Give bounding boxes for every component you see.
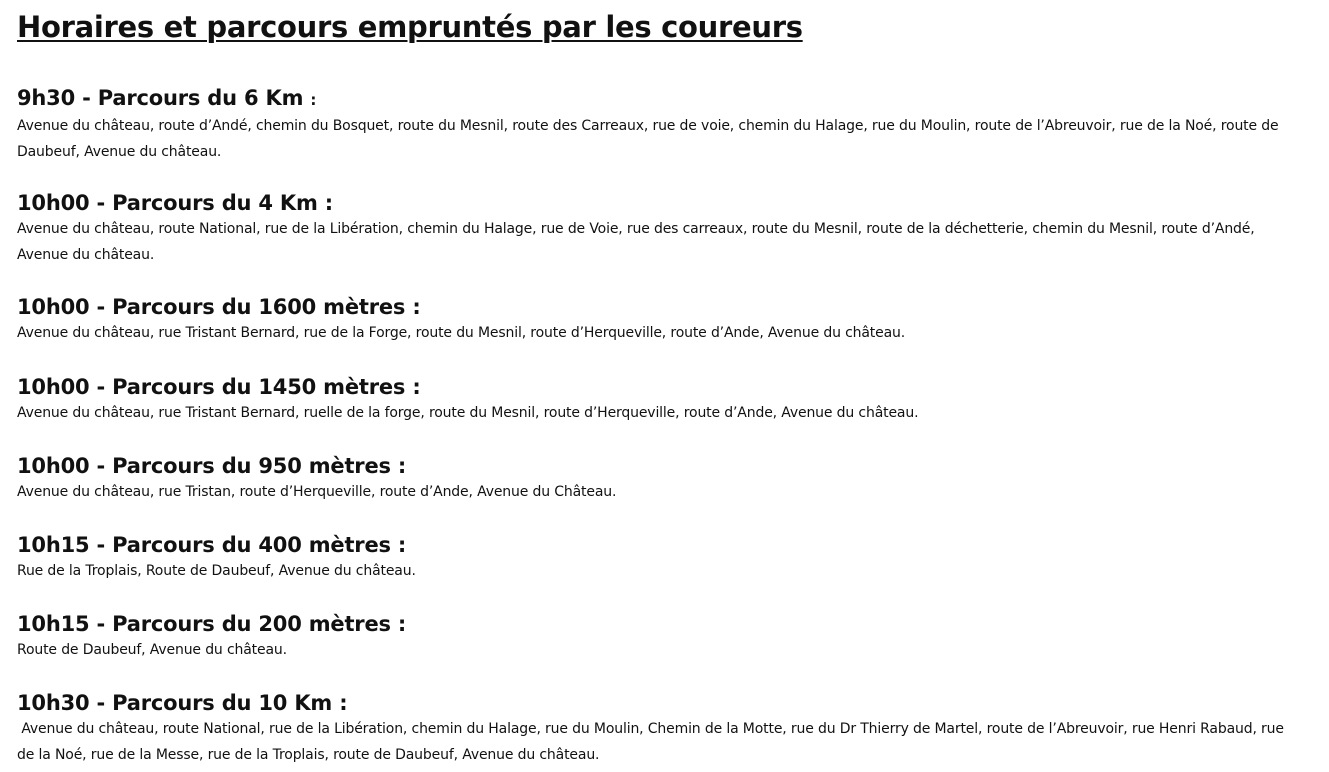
schedule-section-1450m [17,374,1317,426]
schedule-section-950m [17,453,1317,505]
section-heading [17,294,1317,320]
section-time: 10h15 [17,612,90,636]
section-time: 10h00 [17,375,90,399]
section-separator: - [89,375,113,399]
section-separator: - [89,295,113,319]
section-route: Avenue du château, route d’Andé, chemin du Bosquet, route du Mesnil, route des Carreaux, rue de voie, chemin du Halage, rue du Moulin, route de l’Abreuvoir, rue de la Noé, route de Daubeuf, Avenue du château. [17,118,1279,160]
section-heading [17,374,1317,400]
section-separator: - [89,691,113,715]
section-label: Parcours du 400 mètres : [112,533,407,557]
document-title: Horaires et parcours empruntés par les coureurs [17,10,803,44]
document [17,8,1317,763]
section-label: Parcours du 950 mètres : [112,454,407,478]
section-label: Parcours du 200 mètres : [112,612,407,636]
schedule-section-200m [17,611,1317,663]
schedule-section-1600m [17,294,1317,346]
section-route: Rue de la Troplais, Route de Daubeuf, Avenue du château. [17,563,416,579]
section-route: Avenue du château, route National, rue de la Libération, chemin du Halage, rue de Voie, rue des carreaux, route du Mesnil, route de la déchetterie, chemin du Mesnil, route d’Andé, Avenue du château. [17,221,1255,263]
section-time: 10h30 [17,691,90,715]
section-separator: - [89,533,113,557]
section-separator: - [75,86,98,110]
section-separator: - [89,612,113,636]
schedule-section-4km [17,190,1317,268]
section-label: Parcours du 4 Km : [112,191,333,215]
section-time: 10h15 [17,533,90,557]
section-label: Parcours du 6 Km [97,86,304,110]
section-heading [17,690,1317,716]
section-time: 10h00 [17,295,90,319]
section-route: Avenue du château, route National, rue de la Libération, chemin du Halage, rue du Moulin, Chemin de la Motte, rue du Dr Thierry de Martel, route de l’Abreuvoir, rue Henri Rabaud, rue de la Noé, rue de la Messe, rue de la Troplais, route de Daubeuf, Avenue du château. [17,721,1289,763]
schedule-section-6km [17,85,1317,165]
section-heading [17,611,1317,637]
section-label: Parcours du 10 Km : [112,691,348,715]
schedule-section-400m [17,532,1317,584]
section-time: 10h00 [17,454,90,478]
section-route: Avenue du château, rue Tristan, route d’Herqueville, route d’Ande, Avenue du Château. [17,484,617,500]
schedule-section-10km [17,690,1317,768]
section-heading [17,85,1317,113]
section-separator: - [89,191,113,215]
section-route: Avenue du château, rue Tristant Bernard, rue de la Forge, route du Mesnil, route d’Herqueville, route d’Ande, Avenue du château. [17,325,906,341]
section-colon: : [310,91,317,109]
section-time: 10h00 [17,191,90,215]
section-separator: - [89,454,113,478]
section-route: Route de Daubeuf, Avenue du château. [17,642,287,658]
section-heading [17,453,1317,479]
section-heading [17,190,1317,216]
section-label: Parcours du 1450 mètres : [112,375,421,399]
section-heading [17,532,1317,558]
section-route: Avenue du château, rue Tristant Bernard, ruelle de la forge, route du Mesnil, route d’Herqueville, route d’Ande, Avenue du château. [17,405,919,421]
section-label: Parcours du 1600 mètres : [112,295,421,319]
section-time: 9h30 [17,86,75,110]
